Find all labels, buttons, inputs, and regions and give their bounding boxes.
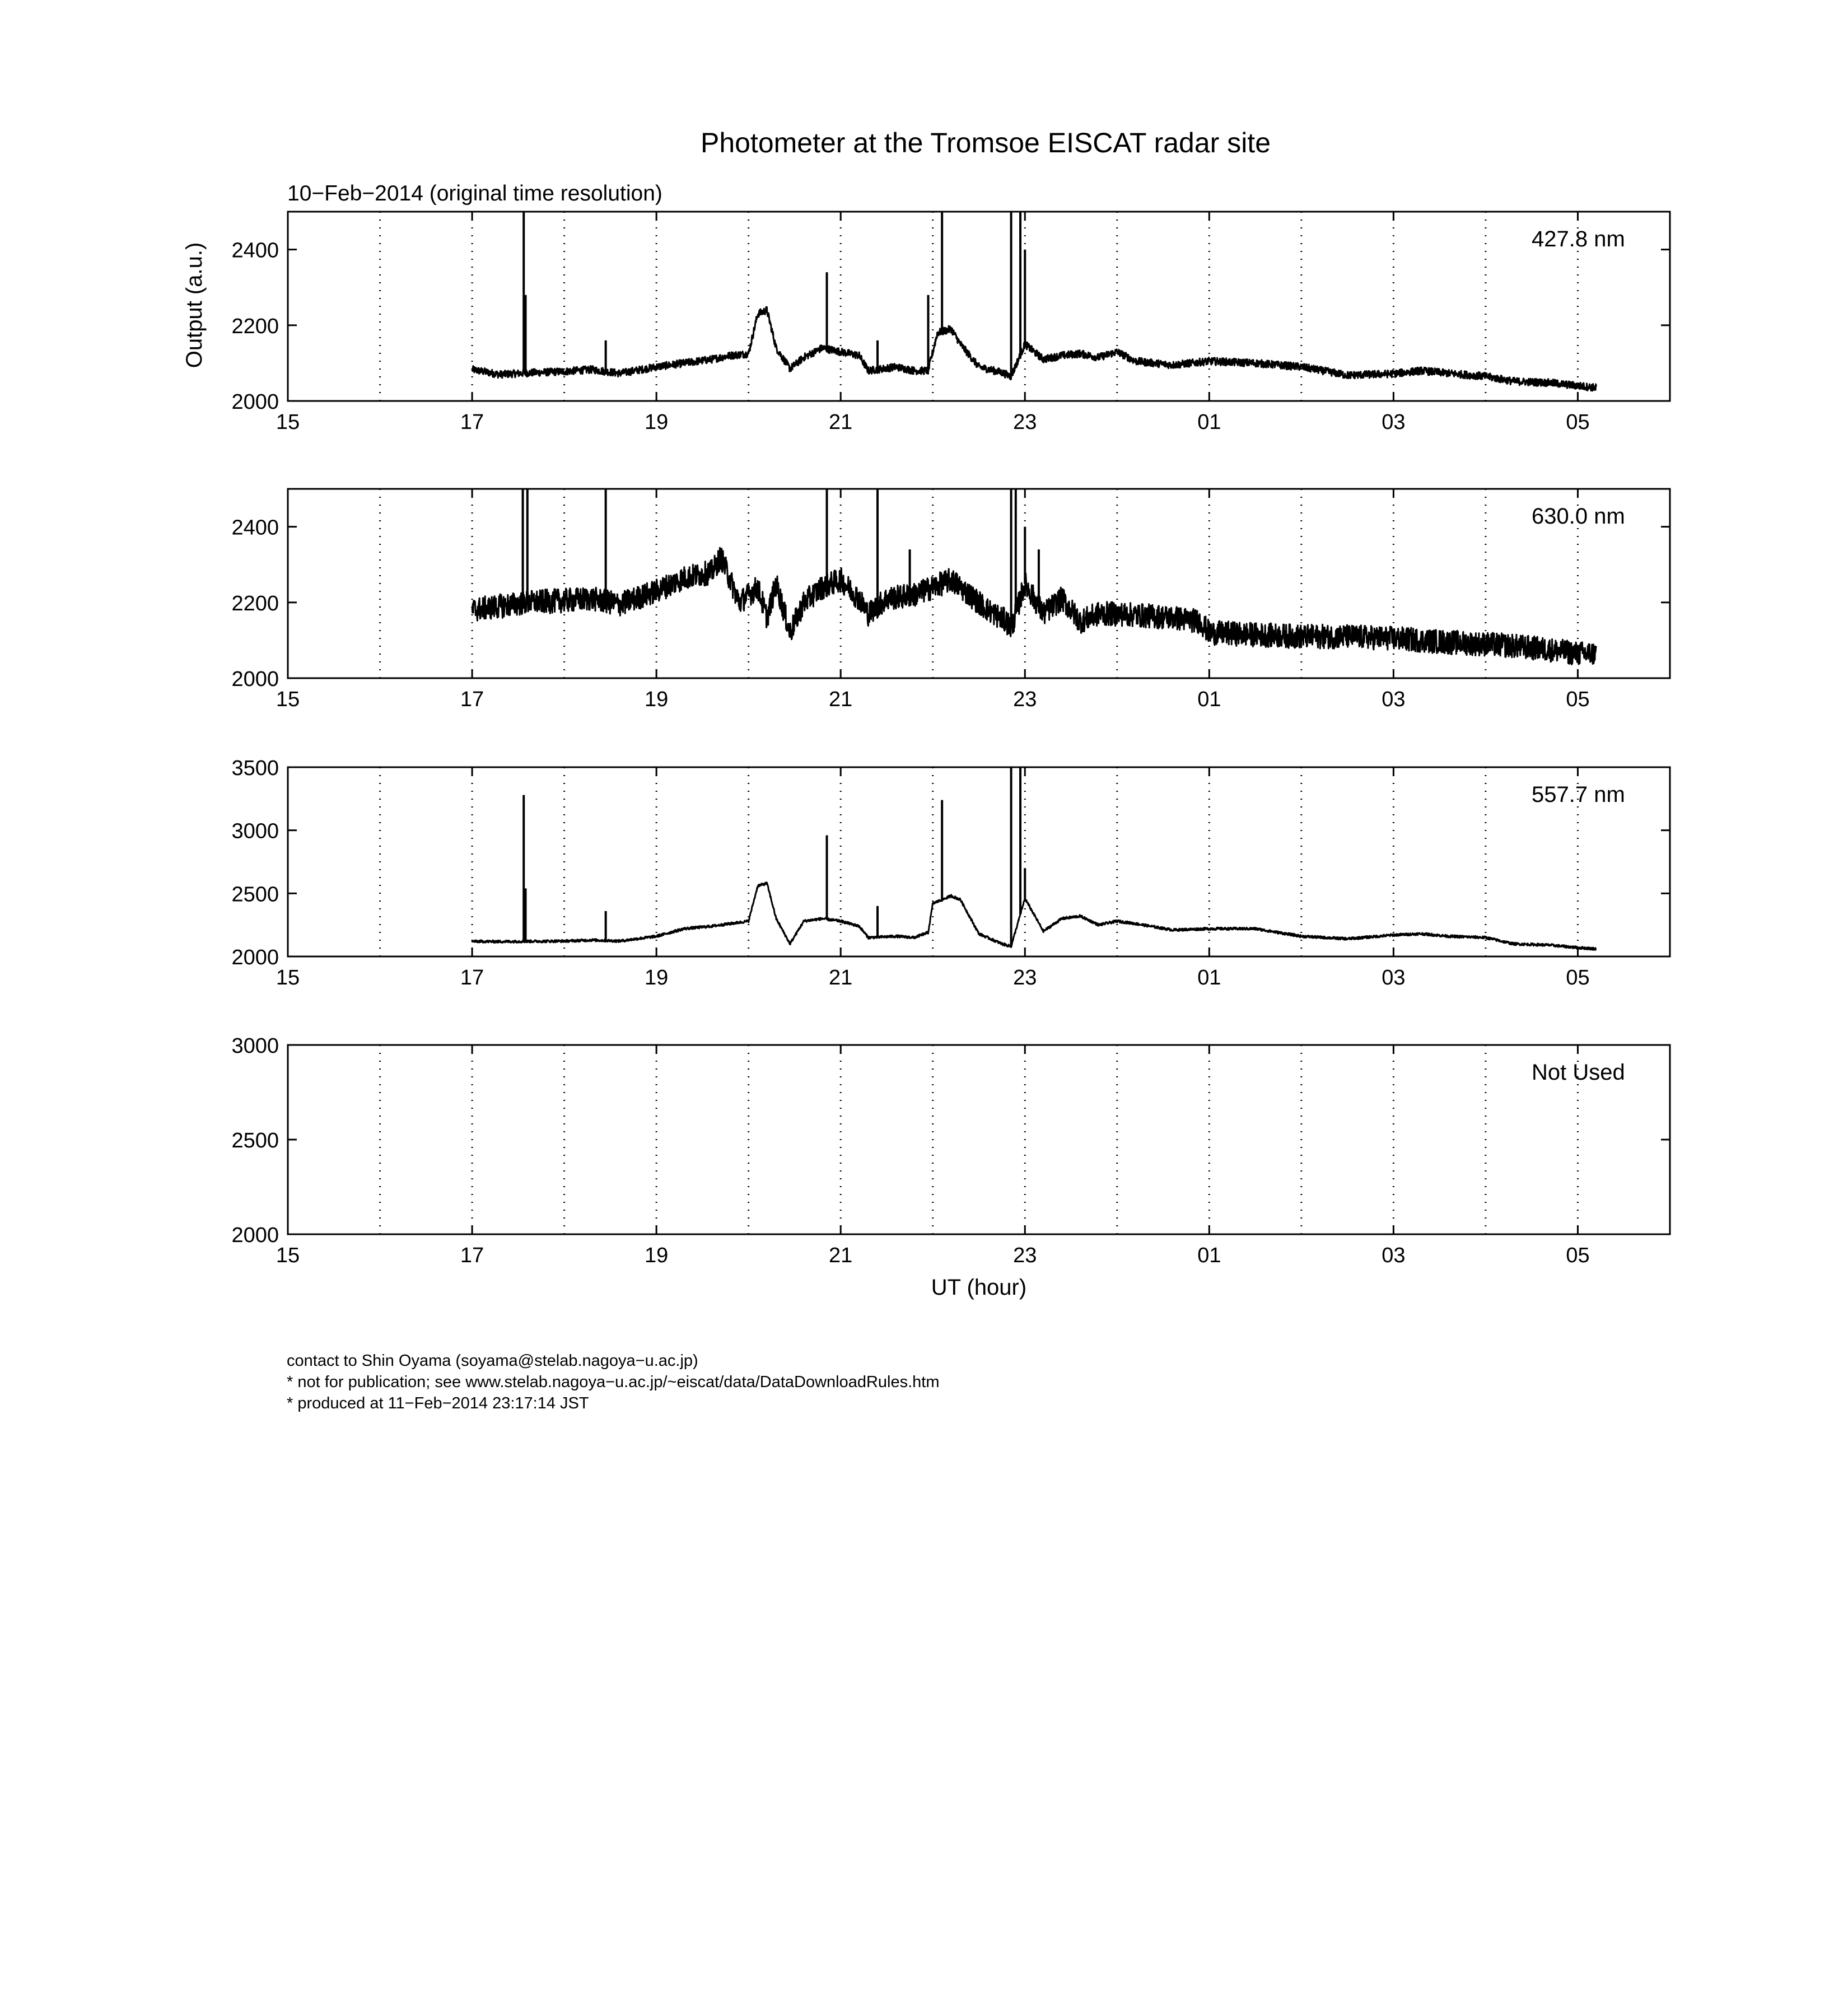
x-tick-label: 15 [276,1244,300,1267]
panel-3 [231,757,1670,990]
x-tick-label: 01 [1197,688,1221,711]
panel-wavelength-label: 557.7 nm [1532,782,1625,807]
x-tick-label: 03 [1382,410,1406,434]
footer-produced-at: * produced at 11−Feb−2014 23:17:14 JST [287,1394,589,1412]
x-tick-label: 01 [1197,410,1221,434]
y-tick-label: 2000 [231,668,279,691]
y-tick-label: 2200 [231,314,279,338]
x-tick-label: 17 [460,1244,484,1267]
footer-publication-note: * not for publication; see www.stelab.nagoya−u.ac.jp/~eiscat/data/DataDownloadRules.htm [287,1373,940,1391]
y-tick-label: 3000 [231,1034,279,1058]
x-tick-label: 23 [1013,688,1037,711]
x-tick-label: 01 [1197,1244,1221,1267]
x-tick-label: 19 [644,1244,669,1267]
y-tick-label: 2400 [231,239,279,263]
x-tick-label: 01 [1197,966,1221,990]
x-tick-label: 17 [460,410,484,434]
x-tick-label: 15 [276,410,300,434]
panels-group [231,212,1670,1267]
x-tick-label: 19 [644,688,669,711]
y-tick-label: 2200 [231,591,279,615]
panel-4 [231,1034,1670,1267]
x-tick-label: 17 [460,966,484,990]
x-tick-label: 19 [644,966,669,990]
figure-title: Photometer at the Tromsoe EISCAT radar site [700,127,1271,158]
x-tick-label: 23 [1013,1244,1037,1267]
x-axis-label: UT (hour) [931,1275,1027,1300]
y-tick-label: 2500 [231,883,279,907]
y-tick-label: 2000 [231,390,279,414]
y-tick-label: 2000 [231,1224,279,1247]
panel-wavelength-label: 427.8 nm [1532,227,1625,251]
x-tick-label: 21 [829,966,853,990]
series-line [472,307,1596,391]
x-tick-label: 05 [1566,410,1590,434]
x-tick-label: 23 [1013,966,1037,990]
x-tick-label: 05 [1566,1244,1590,1267]
x-tick-label: 15 [276,966,300,990]
x-tick-label: 03 [1382,966,1406,990]
x-tick-label: 23 [1013,410,1037,434]
series-line [472,883,1596,950]
plot-frame [288,1045,1670,1234]
x-tick-label: 15 [276,688,300,711]
panel-wavelength-label: Not Used [1532,1060,1625,1085]
y-tick-label: 2000 [231,946,279,969]
series-line [472,548,1596,664]
y-tick-label: 2500 [231,1129,279,1152]
figure-subtitle: 10−Feb−2014 (original time resolution) [287,181,662,206]
y-tick-label: 3500 [231,757,279,780]
y-axis-label: Output (a.u.) [182,242,207,368]
x-tick-label: 05 [1566,966,1590,990]
footer-contact: contact to Shin Oyama (soyama@stelab.nagoya−u.ac.jp) [287,1352,698,1370]
x-tick-label: 05 [1566,688,1590,711]
plot-frame [288,767,1670,956]
x-tick-label: 03 [1382,1244,1406,1267]
panel-wavelength-label: 630.0 nm [1532,504,1625,529]
x-tick-label: 21 [829,1244,853,1267]
panel-2 [231,489,1670,711]
x-tick-label: 03 [1382,688,1406,711]
x-tick-label: 19 [644,410,669,434]
x-tick-label: 21 [829,410,853,434]
panel-1 [231,212,1670,434]
y-tick-label: 3000 [231,819,279,843]
x-tick-label: 17 [460,688,484,711]
y-tick-label: 2400 [231,516,279,540]
x-tick-label: 21 [829,688,853,711]
